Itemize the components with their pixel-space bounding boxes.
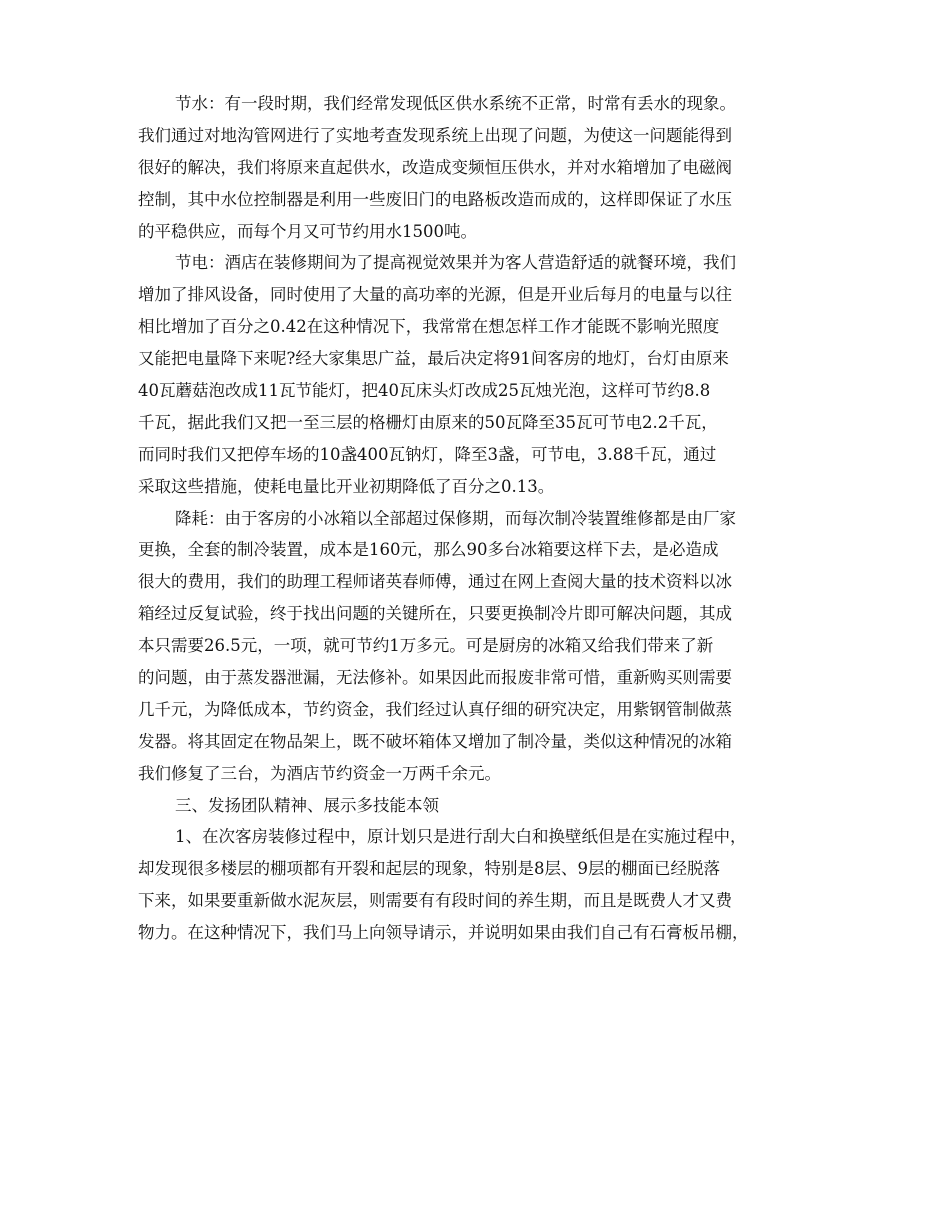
paragraph-line: 很好的解决，我们将原来直起供水，改造成变频恒压供水，并对水箱增加了电磁阀 — [138, 157, 732, 177]
paragraph-line: 箱经过反复试验，终于找出问题的关键所在，只要更换制冷片即可解决问题，其成 — [138, 604, 732, 624]
paragraph-line: 40瓦蘑菇泡改成11瓦节能灯，把40瓦床头灯改成25瓦烛光泡，这样可节约8.8 — [138, 381, 711, 401]
paragraph-line: 我们通过对地沟管网进行了实地考查发现系统上出现了问题，为使这一问题能得到 — [138, 125, 732, 145]
paragraph-line: 却发现很多楼层的棚项都有开裂和起层的现象，特别是8层、9层的棚面已经脱落 — [138, 859, 720, 879]
paragraph-line: 又能把电量降下来呢?经大家集思广益，最后决定将91间客房的地灯，台灯由原来 — [138, 349, 729, 369]
document-body — [138, 88, 828, 949]
paragraph-line: 很大的费用，我们的助理工程师诸英春师傅，通过在网上查阅大量的技术资料以冰 — [138, 572, 732, 592]
paragraph-line: 几千元，为降低成本，节约资金，我们经过认真仔细的研究决定，用紫钢管制做蒸 — [138, 699, 732, 719]
paragraph-line: 节水：有一段时期，我们经常发现低区供水系统不正常，时常有丢水的现象。 — [175, 94, 736, 113]
paragraph-line: 控制，其中水位控制器是利用一些废旧门的电路板改造而成的，这样即保证了水压 — [138, 189, 732, 209]
paragraph-line: 下来，如果要重新做水泥灰层，则需要有有段时间的养生期，而且是既费人才又费 — [138, 891, 732, 911]
paragraph-line: 更换，全套的制冷装置，成本是160元，那么90多台冰箱要这样下去，是必造成 — [138, 540, 719, 560]
paragraph-line: 增加了排风设备，同时使用了大量的高功率的光源，但是开业后每月的电量与以往 — [138, 285, 732, 305]
paragraph-line: 的问题，由于蒸发器泄漏，无法修补。如果因此而报废非常可惜，重新购买则需要 — [138, 668, 732, 688]
paragraph-line: 的平稳供应，而每个月又可节约用水1500吨。 — [138, 221, 477, 241]
paragraph-line: 千瓦，据此我们又把一至三层的格栅灯由原来的50瓦降至35瓦可节电2.2千瓦， — [138, 412, 718, 432]
paragraph-line: 物力。在这种情况下，我们马上向领导请示，并说明如果由我们自己有石膏板吊棚， — [138, 923, 749, 943]
paragraph-line: 采取这些措施，使耗电量比开业初期降低了百分之0.13。 — [138, 476, 555, 496]
section-heading: 三、发扬团队精神、展示多技能本领 — [175, 795, 439, 815]
paragraph-line: 而同时我们又把停车场的10盏400瓦钠灯，降至3盏，可节电，3.88千瓦，通过 — [138, 444, 717, 464]
paragraph-line: 1、在次客房装修过程中，原计划只是进行刮大白和换壁纸但是在实施过程中， — [175, 827, 747, 847]
paragraph-line: 相比增加了百分之0.42在这种情况下，我常常在想怎样工作才能既不影响光照度 — [138, 317, 720, 337]
paragraph-line: 我们修复了三台，为酒店节约资金一万两千余元。 — [138, 763, 501, 783]
paragraph-line: 节电：酒店在装修期间为了提高视觉效果并为客人营造舒适的就餐环境，我们 — [175, 253, 736, 273]
paragraph-line: 降耗：由于客房的小冰箱以全部超过保修期，而每次制冷装置维修都是由厂家 — [175, 508, 736, 528]
paragraph-line: 发器。将其固定在物品架上，既不破坏箱体又增加了制冷量，类似这种情况的冰箱 — [138, 731, 732, 751]
paragraph-line: 本只需要26.5元，一项，就可节约1万多元。可是厨房的冰箱又给我们带来了新 — [138, 636, 714, 656]
